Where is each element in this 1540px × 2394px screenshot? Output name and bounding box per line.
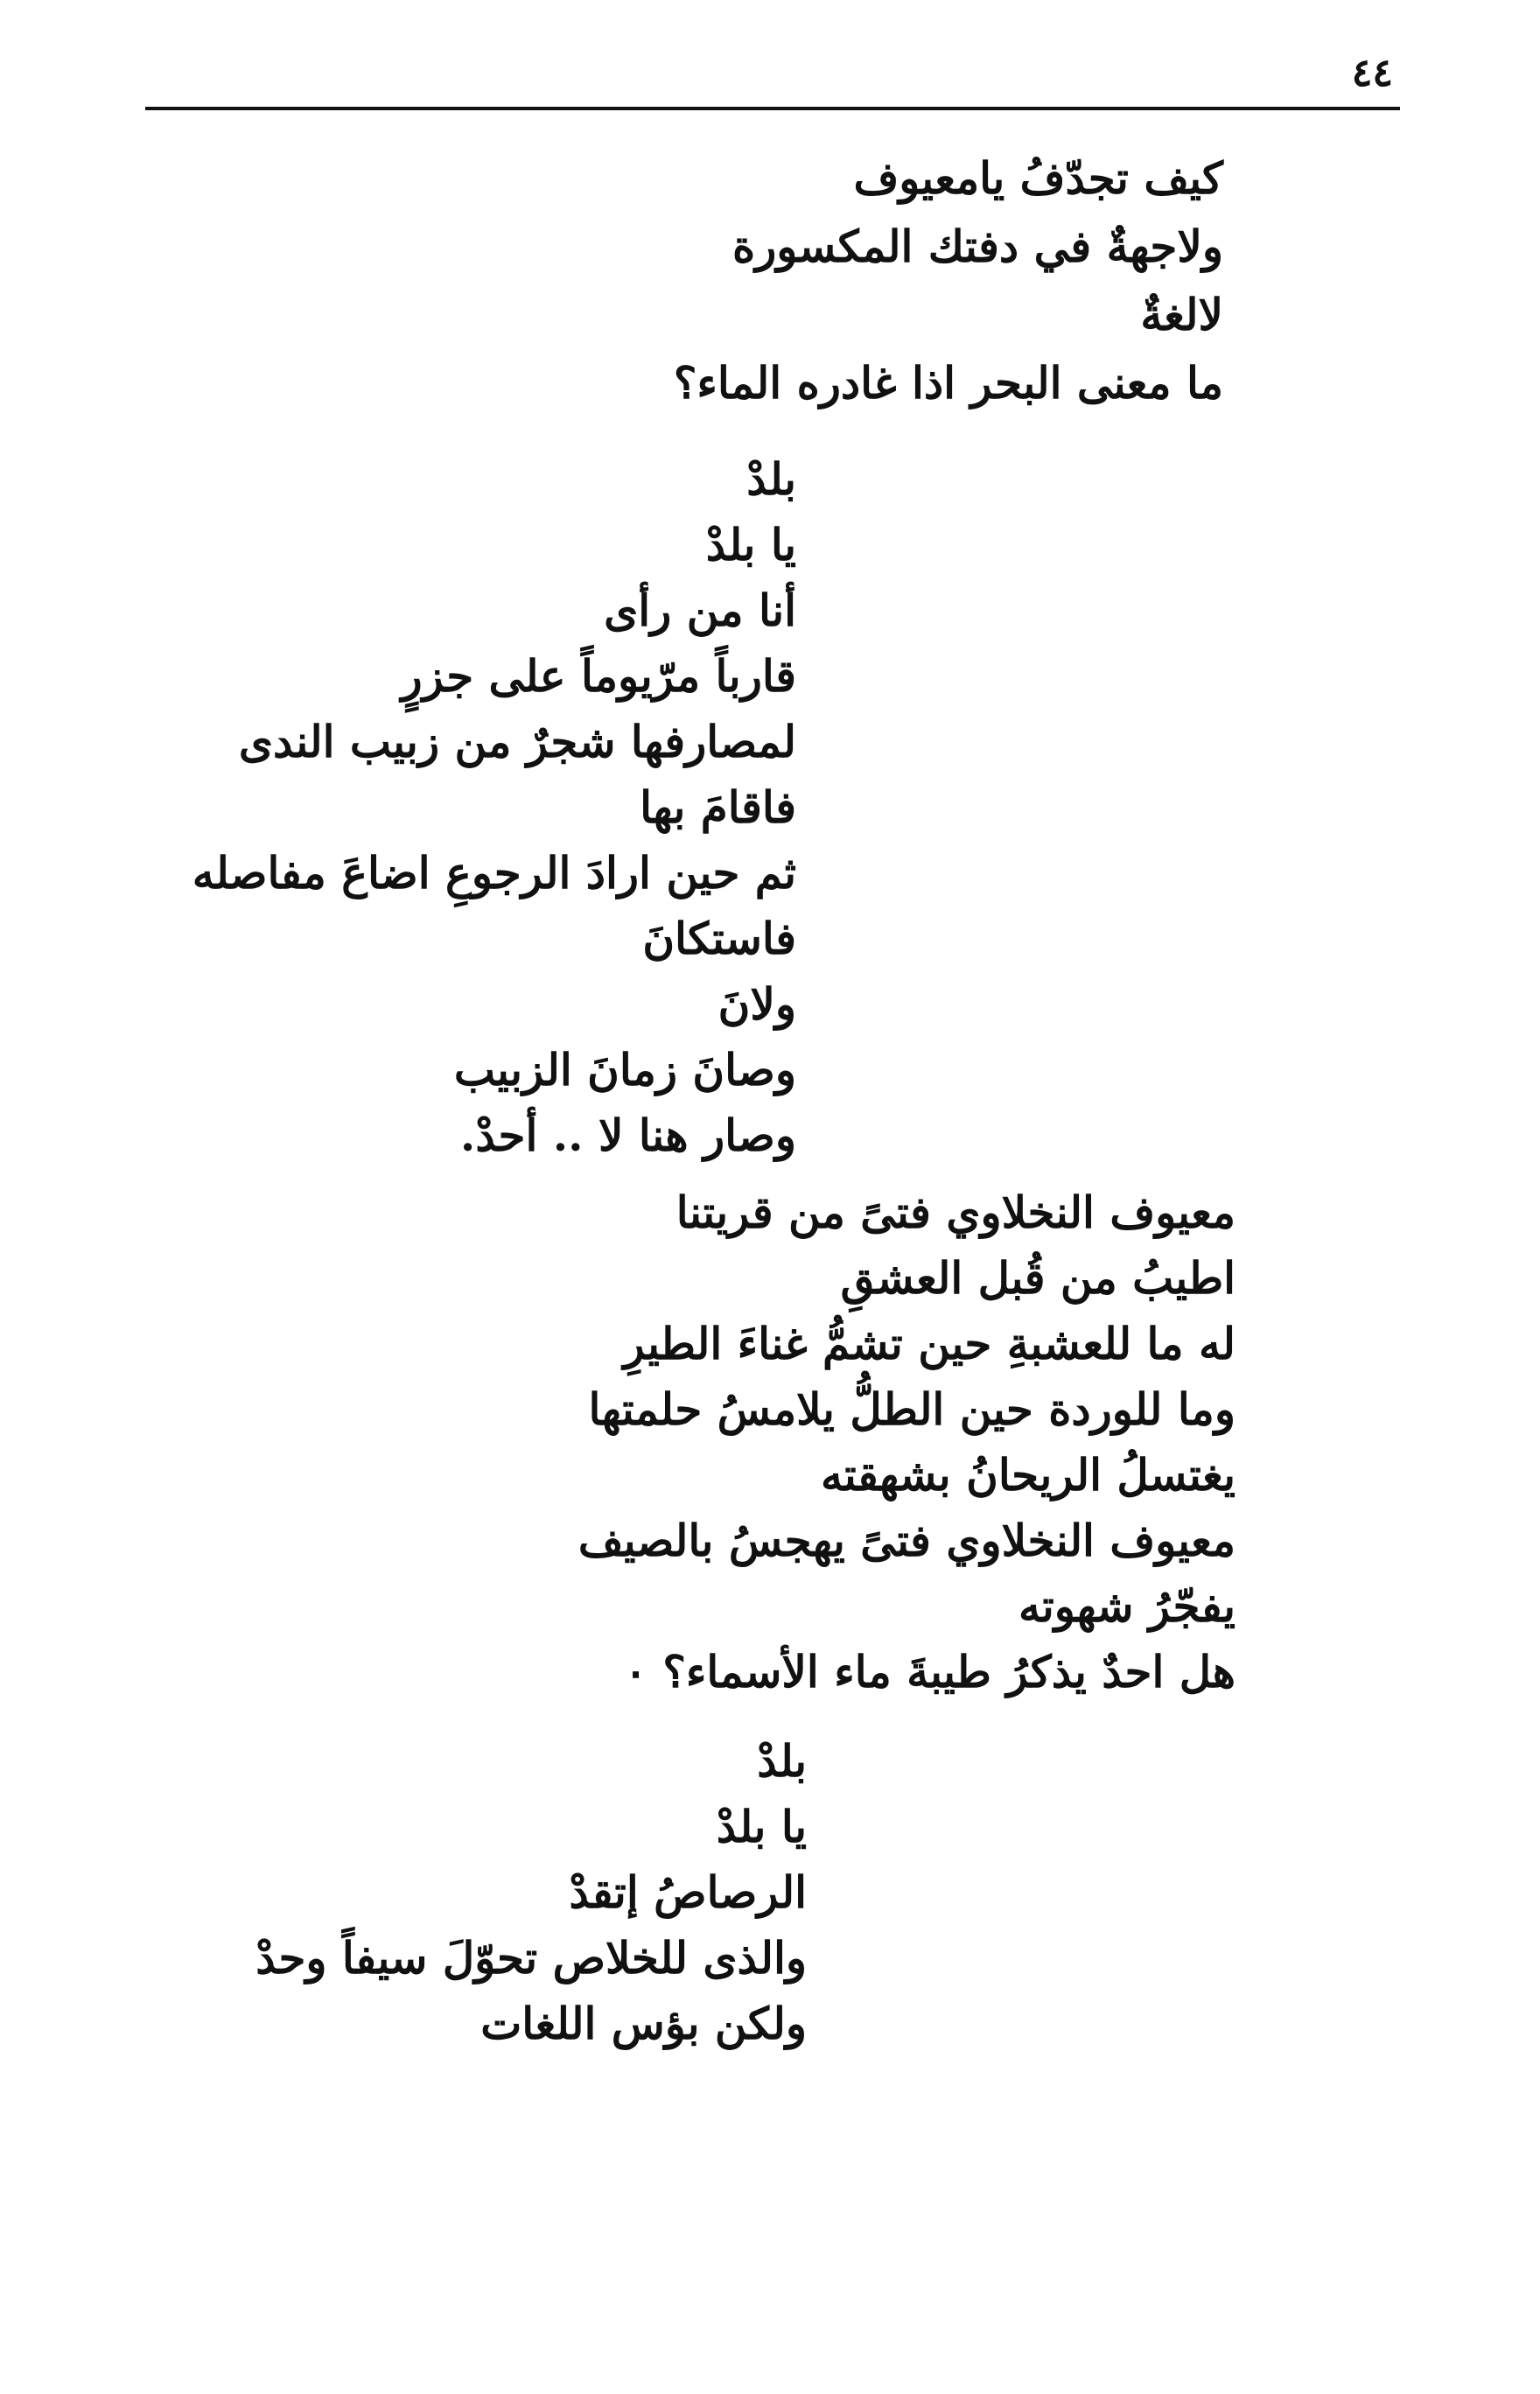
- poem-line: فاقامَ بها: [640, 781, 796, 833]
- stanza-4: [256, 1728, 807, 2056]
- poem-line: لالغةٌ: [1140, 289, 1223, 340]
- header-rule: [145, 107, 1400, 110]
- poem-line: فاستكانَ: [642, 913, 796, 964]
- poem-line: معيوف النخلاوي فتىً من قريتنا: [676, 1186, 1236, 1238]
- poem-line: يا بلدْ: [705, 519, 796, 570]
- poem-line: ما معنى البحر اذا غادره الماء؟: [673, 357, 1223, 409]
- poem-line: بلدْ: [757, 1735, 807, 1787]
- poem-line: الرصاصُ إتقدْ: [569, 1866, 807, 1918]
- stanza-3: [578, 1180, 1236, 1704]
- poem-line: ولاجهةٌ في دفتك المكسورة: [732, 220, 1223, 272]
- stanza-1: [674, 144, 1223, 417]
- poem-line: ثم حين ارادَ الرجوعِ اضاعَ مفاصله: [192, 847, 796, 899]
- poem-line: يفجّرُ شهوته: [1018, 1580, 1236, 1632]
- poem-line: أنا من رأى: [604, 584, 796, 636]
- poem-line: ولكن بؤس اللغات: [480, 1998, 807, 2049]
- poem-line: معيوف النخلاوي فتىً يهجسُ بالصيف: [578, 1515, 1236, 1566]
- poem-line: لمصارفها شجرٌ من زبيب الندى: [238, 716, 796, 767]
- poem-line: وصانَ زمانَ الزبيب: [453, 1044, 796, 1096]
- poem-line: قارباً مرّيوماً على جزرٍ: [401, 650, 796, 702]
- poem-line: هل احدٌ يذكرُ طيبةَ ماء الأسماء؟ ٠: [624, 1646, 1236, 1698]
- poem-line: يغتسلُ الريحانُ بشهقته: [820, 1449, 1236, 1501]
- page-number: ٤٤: [1351, 51, 1393, 95]
- poem-line: وصار هنا لا .. أحدْ.: [459, 1110, 796, 1161]
- poem-line: وما للوردة حين الطلُّ يلامسُ حلمتها: [588, 1383, 1236, 1435]
- poem-line: ولانَ: [718, 978, 796, 1030]
- poem-line: له ما للعشبةِ حين تشمُّ غناءَ الطيرِ: [623, 1318, 1236, 1369]
- poem-line: بلدْ: [746, 453, 796, 505]
- poem-line: اطيبُ من قُبل العشقِ: [840, 1252, 1236, 1304]
- stanza-2: [192, 446, 796, 1168]
- poem-line: والذى للخلاص تحوّلَ سيفاً وحدْ: [256, 1932, 807, 1984]
- poem-line: يا بلدْ: [716, 1801, 807, 1852]
- poem-line: كيف تجدّفُ يامعيوف: [853, 152, 1223, 204]
